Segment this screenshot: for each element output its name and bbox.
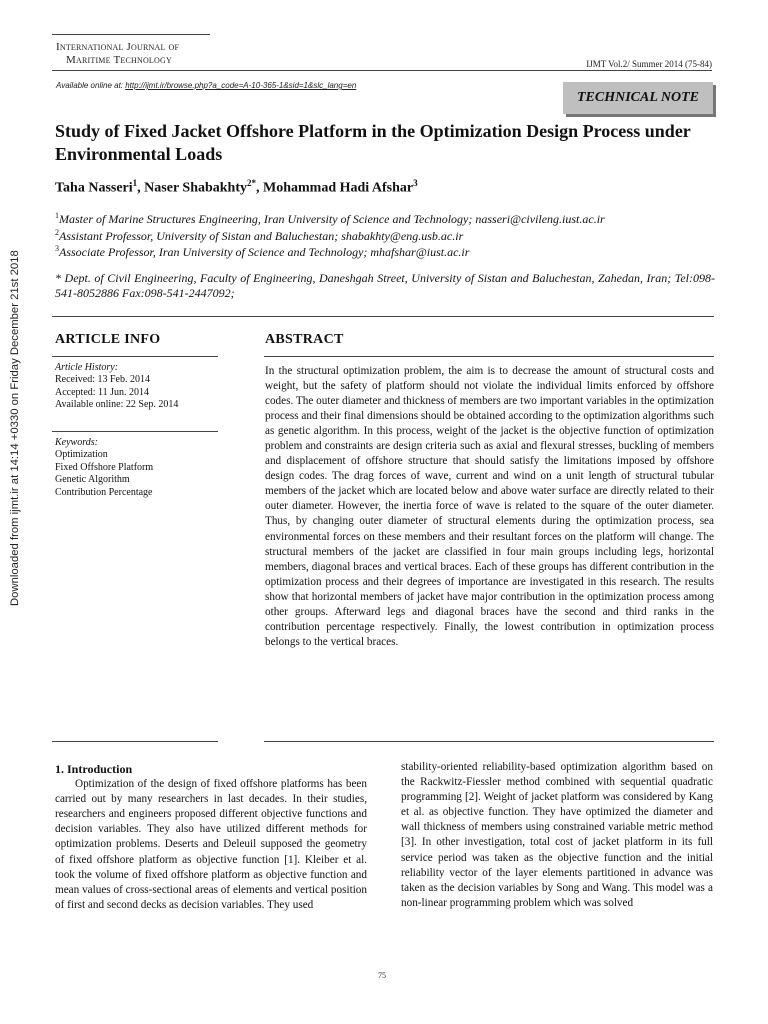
body-column-2 <box>401 760 713 911</box>
author-list: Taha Nasseri$^1$, Naser Shabakhty$^{2*}$, Mohammad Hadi Afshar$^3$ <box>55 178 418 196</box>
abstract-rule <box>264 356 714 357</box>
page-number: 75 <box>378 971 386 980</box>
keyword: Optimization <box>55 449 108 461</box>
intro-paragraph-continued: stability-oriented reliability-based optimization algorithm based on the Rackwitz-Fiessler method combined with sequential quadratic programming [2]. Weight of jacket platform was considered by Kang et al. as objective function. They have optimized the diameter and wall thickness of members using constrained variable metric method [3]. In other investigation, total cost of jacket platform in its full service period was taken as the objective function and the initial reliability vector of the layer elements partitioned in advance was taken as the decision variables by Song and Wang. This model was a non-linear programming problem which was solved <box>401 761 713 909</box>
accepted-date: Accepted: 11 Jun. 2014 <box>55 386 150 398</box>
received-date: Received: 13 Feb. 2014 <box>55 374 150 386</box>
article-info-heading: ARTICLE INFO <box>55 332 161 347</box>
history-label: Article History: <box>55 362 119 373</box>
volume-info: IJMT Vol.2/ Summer 2014 (75-84) <box>586 59 712 69</box>
affiliation-sup: 2 <box>55 228 59 237</box>
journal-name <box>56 41 179 67</box>
intro-paragraph: Optimization of the design of fixed offshore platforms has been carried out by many researchers in last decades. In their studies, researchers and engineers proposed different objective functions and decision variables. They also have utilized different methods for optimization problems. Deserts and Deleuil supposed the geometry of fixed offshore platform as objective function [1]. Kleiber et al. took the volume of fixed offshore platform as objective function and mean values of cross-sectional areas of elements and vertical position of first and second decks as decision variables. They used <box>55 778 367 911</box>
author-sup: 1 <box>132 178 138 188</box>
article-history <box>55 362 220 412</box>
abstract-text: In the structural optimization problem, the aim is to decrease the amount of structural costs and weight, but the safety of platform should not violate the individual limits enforced by offshore codes. The outer diameter and thickness of members are two important variables in the optimization process and their final dimensions should be obtained according to the optimization algorithms such as genetic algorithm. In this process, weight of the jacket is the objective function of optimization problem and constraints are design criteria such as axial and flexural stresses, buckling of members and displacement of offshore structure that should satisfy the limitations imposed by offshore design codes. The drag forces of wave, current and wind on a unit length of structural tubular members of the jacket which are located below and above water surface are directly related to their outer diameter. However, the inertia force of wave is related to the square of the outer diameter. Thus, by changing outer diameter of structural elements during the optimization process, sea environmental forces on these members and their resultant forces on the platform will change. The structural members of the jacket are classified in four main groups including legs, horizontal members, diagonal braces and vertical braces. Each of these groups has different contribution in the optimization process and their degrees of importance are investigated in this research. The results show that horizontal members of jacket have major contribution in the optimization process among other groups. Afterward legs and diagonal braces have the second and third ranks in the contribution percentage respectively. Finally, the lowest contribution in optimization process belongs to the vertical braces. <box>265 365 714 648</box>
download-stamp: Downloaded from ijmt.ir at 14:14 +0330 on Friday December 21st 2018 <box>9 250 21 606</box>
available-label: Available online at: <box>56 81 126 90</box>
abstract-bottom-rule <box>264 741 714 742</box>
header-rule <box>52 70 712 71</box>
article-info-rule <box>52 356 218 357</box>
affiliation-text: Assistant Professor, University of Sistan and Baluchestan; shabakhty@eng.usb.ac.ir <box>59 229 464 243</box>
affiliation-text: Associate Professor, Iran University of Science and Technology; mhafshar@iust.ac.ir <box>59 245 470 259</box>
corresponding-address: * Dept. of Civil Engineering, Faculty of Engineering, Daneshgah Street, University of Sistan and Baluchestan, Zahedan, Iran; Tel:098-541-8052886 Fax:098-541-2447092; <box>55 271 715 300</box>
available-online <box>56 81 356 90</box>
affiliation-sup: 3 <box>55 244 59 253</box>
journal-name-line2: Maritime Technology <box>66 54 172 66</box>
affiliation-rule <box>52 316 714 317</box>
affiliation-text: Master of Marine Structures Engineering, Iran University of Science and Technology; nasseri@civileng.iust.ac.ir <box>59 212 605 226</box>
author-sup: 3 <box>413 178 418 188</box>
abstract-heading: ABSTRACT <box>265 332 344 347</box>
affiliation-sup: 1 <box>55 211 59 220</box>
keyword: Contribution Percentage <box>55 486 153 498</box>
paper-title: Study of Fixed Jacket Offshore Platform in the Optimization Design Process under Environmental Loads <box>55 121 691 164</box>
available-date: Available online: 22 Sep. 2014 <box>55 399 179 411</box>
author-name: Taha Nasseri <box>55 180 133 196</box>
keywords-label: Keywords: <box>55 437 98 448</box>
intro-heading: 1. Introduction <box>55 762 133 776</box>
affiliation-3 <box>55 241 715 260</box>
keywords-block <box>55 437 220 499</box>
author-name: Mohammad Hadi Afshar <box>263 180 414 196</box>
keyword: Fixed Offshore Platform <box>55 461 154 473</box>
journal-name-line1: International Journal of <box>56 41 180 53</box>
available-url-link[interactable]: http://ijmt.ir/browse.php?a_code=A-10-365-1&sid=1&slc_lang=en <box>125 81 357 90</box>
technical-note-badge: TECHNICAL NOTE <box>563 82 713 114</box>
body-column-1 <box>55 762 367 913</box>
keyword: Genetic Algorithm <box>55 474 130 486</box>
journal-top-rule <box>52 34 210 35</box>
author-name: Naser Shabakhty <box>144 180 247 196</box>
history-rule <box>52 431 218 432</box>
author-sup: 2* <box>247 178 256 188</box>
info-bottom-rule <box>52 741 218 742</box>
